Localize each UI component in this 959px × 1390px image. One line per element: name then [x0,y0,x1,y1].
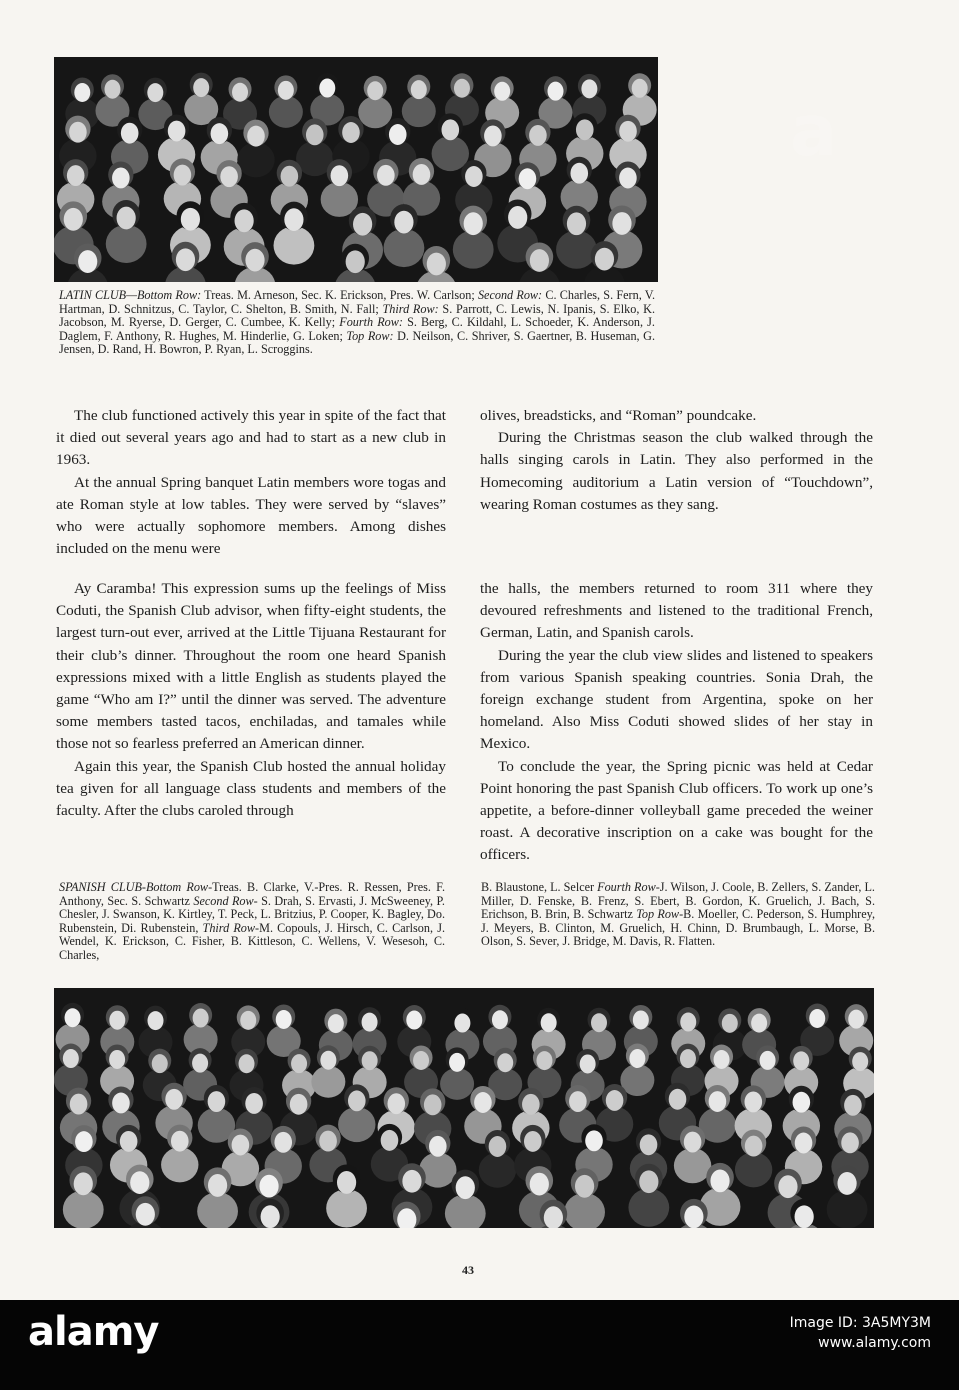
person-face [492,1010,508,1029]
latin-caption-names [59,288,655,356]
caption-names: -Treas. B. Clarke, V.-Pres. R. Ressen, Pres. F. Anthony, Sec. S. Schwartz [59,880,446,908]
caption-names: C. Charles, S. Fern, V. Hartman, D. Schnitzus, C. Taylor, C. Shelton, B. Smith, N. Fall; [59,288,656,316]
person-face [852,1052,868,1071]
person-face [632,79,648,98]
person-face [306,124,324,145]
person-face [63,1049,79,1068]
person-face [575,1175,594,1198]
person-face [152,1054,168,1073]
spanish-club-caption-right [481,881,875,949]
person-face [484,125,502,146]
person-face [377,165,395,186]
person-face [536,1051,552,1070]
body-paragraph: To conclude the year, the Spring picnic was held at Cedar Point honoring the past Spanish Club officers. To work up one’s appetite, a before-dinner volleyball game preceded the weiner roast. A decorative inscription on a cake was bought for the officers. [480,757,873,864]
person-body [338,1107,375,1142]
person-face [337,1171,356,1194]
person-face [346,250,365,273]
alamy-logo[interactable]: alamy [28,1309,159,1355]
person-face [176,248,195,271]
person-face [387,1093,405,1114]
person-face [640,1134,658,1155]
person-face [220,166,238,187]
caption-row-label: Top Row: [346,328,394,343]
person-face [208,1174,227,1197]
person-body [237,142,274,177]
person-face [247,126,265,147]
person-face [181,208,200,231]
caption-row-label: SPANISH CLUB-Bottom Row [59,880,209,894]
person-face [585,1130,603,1151]
person-face [284,208,303,231]
person-face [524,1131,542,1152]
caption-names: B. Blaustone, L. Selcer [481,880,598,894]
person-body [556,230,597,268]
spanish-text-right-column [480,578,873,867]
person-face [362,1051,378,1070]
caption-names: D. Neilson, C. Shriver, S. Gaertner, B. Huseman, G. Jensen, D. Rand, H. Bowron, P. Ryan, L. Scroggins. [59,328,655,357]
person-face [595,248,614,271]
body-paragraph: At the annual Spring banquet Latin members wore togas and ate Roman style at low tables. They were served by “slaves” who were actually sophomore members. Among dishes included on the menu were [56,473,446,558]
caption-row-label: Third Row: [382,301,439,316]
person-face [576,119,594,140]
person-face [580,1054,596,1073]
person-body [269,96,303,128]
person-face [530,249,549,272]
person-face [567,212,586,235]
caption-row-label: Second Row: [477,288,543,302]
person-face [709,1091,727,1112]
person-body [326,1189,367,1227]
person-face [406,1011,422,1030]
caption-row-label: Bottom Row: [136,288,202,302]
person-body [161,1147,198,1182]
latin-club-photo [54,57,658,282]
person-face [276,1010,292,1029]
person-face [165,1089,183,1110]
person-face [290,1094,308,1115]
watermark-letter: a [790,90,838,172]
person-face [112,168,130,189]
person-body [479,1153,516,1188]
caption-names: Treas. M. Arneson, Sec. K. Erickson, Pres. W. Carlson; [201,288,478,302]
image-id-block [790,1313,931,1353]
person-face [413,1051,429,1070]
person-face [429,1136,447,1157]
person-body [440,1068,474,1100]
person-face [232,1135,250,1156]
person-face [245,1093,263,1114]
person-face [64,208,83,231]
person-face [619,168,637,189]
body-paragraph: During the year the club view slides and listened to speakers from various Spanish speaking countries. Sonia Drah, the foreign exchange student from Argentina, spoke on her homeland. Also Miss Coduti showed slides of her stay in Mexico. [480,646,873,753]
person-face [104,80,120,99]
person-face [192,1054,208,1073]
person-face [331,165,349,186]
person-face [239,1054,255,1073]
person-face [411,80,427,99]
latin-caption-title: LATIN CLUB [59,288,127,302]
person-face [454,79,470,98]
person-face [680,1049,696,1068]
person-face [547,82,563,101]
caption-row-label: Second Row [193,893,254,908]
latin-text-left-column [56,405,446,560]
person-face [148,1011,164,1030]
body-paragraph: During the Christmas season the club walked through the halls singing carols in Latin. They also performed in the Homecoming auditorium a Latin version of “Touchdown”, wearing Roman costumes as they sang. [480,429,873,513]
person-face [778,1175,797,1198]
person-face [402,1170,421,1193]
caption-names: -B. Moeller, C. Pederson, S. Humphrey, J. Meyers, B. Clinton, M. Gruelich, H. Chinn, D. Brumbaugh, L. Morse, B. Olson, S. Sever, J. Bridge, M. Davis, R. Flatten. [481,907,875,949]
person-face [710,1170,729,1193]
person-face [78,250,97,273]
person-body [735,1152,772,1187]
caption-names: -J. Wilson, J. Coole, B. Zellers, S. Zander, L. Miller, D. Fenske, B. Frenz, S. Ebert, B. Gordon, K. Gruelich, J. Bach, S. Erichson, B. Brin, B. Schwartz [481,880,875,922]
person-face [606,1090,624,1111]
person-face [171,1131,189,1152]
body-paragraph: Ay Caramba! This expression sums up the feelings of Miss Coduti, the Spanish Club advisor, when fifty-eight students, the largest turn-out ever, arrived at the Little Tijuana Restaurant for their club’s dinner. Throughout the room one heard Spanish expressions mixed with a little English as students played the game “Who am I?” until the dinner was served. The adventure some members tasted tacos, enchiladas, and tamales while those not so fearless preferred an American dinner. [56,580,446,753]
body-paragraph: the halls, the members returned to room 311 where they devoured refreshments and listened to the traditional French, German, Latin, and Spanish carols. [480,580,873,642]
person-face [274,1132,292,1153]
latin-club-caption: LATIN CLUB—Bottom Row: Treas. M. Arneson, Sec. K. Erickson, Pres. W. Carlson; Second Row: C. Charles, S. Fern, V. Hartman, D. Schnitzus, C. Taylor, C. Shelton, B. Smith, N. Fall; Third Row: S. Parrott, C. Lewis, N. Ipanis, S. Elko, K. Jacobson, M. Ryerse, D. Gerger, C. Cumbee, K. Kelly; Fourth Row: S. Berg, C. Kildahl, L. Schoeder, K. Anderson, J. Daglem, F. Anthony, R. Hughes, M. Hinderlie, G. Loken; Top Row: D. Neilson, C. Shriver, S. Gaertner, B. Huseman, G. Jensen, D. Rand, H. Bowron, P. Ryan, L. Scroggins. [59,288,656,357]
person-face [70,1094,88,1115]
person-face [136,1203,155,1226]
person-face [519,168,537,189]
caption-names: - S. Drah, S. Ervasti, J. McSweeney, P. Chesler, J. Swanson, K. Kirtley, T. Peck, L. Britzius, P. Cooper, K. Bagley, Do. Rubenstein, Di. Rubenstein, [59,893,445,935]
person-face [319,1131,337,1152]
person-face [497,1053,513,1072]
person-face [454,1014,470,1033]
person-face [793,1092,811,1113]
person-face [714,1050,730,1069]
body-paragraph: Again this year, the Spanish Club hosted the annual holiday tea given for all language class students and members of the faculty. After the clubs caroled through [56,757,446,820]
caption-row-label: Third Row [202,920,256,935]
person-body [453,230,494,268]
person-body [63,1190,104,1228]
person-face [795,1205,814,1228]
person-face [441,119,459,140]
page-number: 43 [462,1263,474,1277]
person-face [619,121,637,142]
person-face [342,122,360,143]
person-face [362,1013,378,1032]
person-face [67,165,85,186]
person-face [291,1054,307,1073]
caption-row-label: Top Row [636,907,680,922]
person-body [274,226,315,264]
caption-names: -M. Copouls, J. Hirsch, C. Carlson, J. Wendel, K. Erickson, C. Fisher, B. Kittleson, C. Wellens, V. Wesesoh, C. Charles, [59,920,445,962]
person-face [795,1133,813,1154]
person-face [174,165,192,186]
person-face [121,123,139,144]
person-face [456,1176,475,1199]
caption-row-label: Fourth Row: [339,315,403,330]
person-face [413,164,431,185]
caption-names: S. Berg, C. Kildahl, L. Schoeder, K. Anderson, J. Daglem, F. Anthony, R. Hughes, M. Hinderlie, G. Loken; [59,315,655,343]
person-face [612,212,631,235]
person-face [474,1092,492,1113]
person-body [311,1066,345,1098]
person-face [261,1205,280,1228]
person-face [130,1171,149,1194]
person-face [633,1010,649,1029]
person-face [570,163,588,184]
person-face [837,1172,856,1195]
caption-row-label: Fourth Row [597,880,656,894]
person-face [348,1090,366,1111]
person-face [259,1175,278,1198]
body-paragraph: olives, breadsticks, and “Roman” poundcake. [480,407,757,424]
person-face [353,213,372,236]
person-face [629,1049,645,1068]
person-face [69,122,87,143]
person-face [427,253,446,276]
person-face [751,1014,767,1033]
person-face [684,1205,703,1228]
person-body [628,1188,669,1226]
person-face [112,1093,130,1114]
person-face [760,1051,776,1070]
person-face [449,1053,465,1072]
person-face [193,1009,209,1028]
person-face [245,249,264,272]
person-face [844,1095,862,1116]
person-face [232,83,248,102]
person-face [240,1011,256,1030]
person-face [278,81,294,100]
person-face [389,124,407,145]
person-face [522,1094,540,1115]
latin-text-right-column [480,405,873,516]
person-face [489,1136,507,1157]
person-face [193,78,209,97]
person-face [669,1089,687,1110]
person-face [680,1013,696,1032]
person-face [208,1091,226,1112]
person-face [581,79,597,98]
person-face [744,1091,762,1112]
person-face [147,83,163,102]
person-face [235,209,254,232]
person-face [529,125,547,146]
person-face [841,1132,859,1153]
person-body [827,1190,868,1228]
person-face [793,1051,809,1070]
person-face [65,1008,81,1027]
person-face [530,1173,549,1196]
person-body [358,96,392,128]
person-face [120,1131,138,1152]
person-face [320,1051,336,1070]
person-face [494,82,510,101]
spanish-club-caption-left [59,881,445,963]
person-face [591,1013,607,1032]
person-face [745,1136,763,1157]
spanish-text-left-column [56,578,446,822]
person-face [465,166,483,187]
person-face [367,81,383,100]
person-face [117,207,136,230]
person-face [74,1172,93,1195]
person-face [328,1014,344,1033]
person-body [106,225,147,263]
person-face [75,1131,93,1152]
person-face [848,1010,864,1029]
person-body [674,1148,711,1183]
person-face [109,1050,125,1069]
person-face [109,1011,125,1030]
spanish-club-photo [54,988,874,1228]
person-face [424,1094,442,1115]
body-paragraph: The club functioned actively this year in spite of the fact that it died out several years ago and had to start as a new club in 1963. [56,407,446,469]
caption-names: S. Parrott, C. Lewis, N. Ipanis, S. Elko, K. Jacobson, M. Ryerse, D. Gerger, C. Cumbee, K. Kelly; [59,301,655,330]
person-face [381,1130,399,1151]
person-face [168,121,186,142]
person-face [809,1009,825,1028]
person-body [384,229,425,267]
person-face [319,79,335,98]
person-face [684,1132,702,1153]
site-url-link[interactable]: www.alamy.com [818,1335,931,1351]
person-face [569,1091,587,1112]
person-face [541,1013,557,1032]
person-face [394,211,413,234]
person-face [464,212,483,235]
person-face [639,1170,658,1193]
person-face [74,83,90,102]
image-id-text: Image ID: 3A5MY3M [789,1315,931,1331]
person-face [281,166,299,187]
person-face [211,123,229,144]
person-face [722,1014,738,1033]
person-face [508,206,527,229]
